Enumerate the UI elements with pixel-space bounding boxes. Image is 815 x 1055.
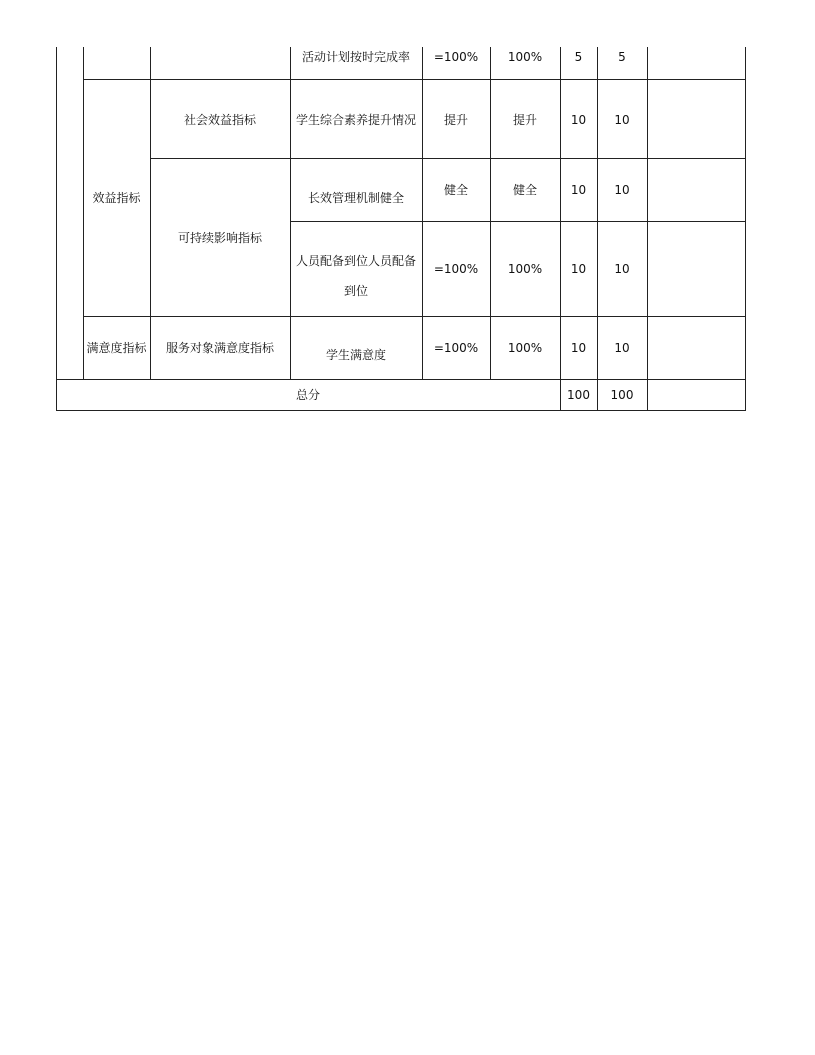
target-satisfaction: =100%: [433, 341, 479, 355]
weight-long-term-mechanism: 10: [570, 183, 587, 197]
weight-activity-plan: 5: [574, 50, 583, 64]
indicator-staffing: 人员配备到位人员配备到位: [295, 254, 416, 298]
weight-social-benefit: 10: [570, 113, 587, 127]
target-staffing: =100%: [433, 262, 479, 276]
grid-line: [490, 47, 491, 380]
grid-line: [150, 47, 151, 380]
grid-line: [56, 379, 746, 380]
actual-activity-plan: 100%: [507, 50, 543, 64]
total-score: 100: [610, 388, 634, 402]
score-staffing: 10: [614, 262, 630, 276]
score-social-benefit: 10: [614, 113, 630, 127]
grid-line: [745, 47, 746, 411]
subcategory-social-benefit: 社会效益指标: [183, 113, 256, 127]
category-benefit: 效益指标: [92, 191, 141, 205]
indicator-social-benefit: 学生综合素养提升情况: [295, 113, 416, 127]
weight-satisfaction: 10: [570, 341, 587, 355]
grid-line: [422, 47, 423, 380]
actual-social-benefit: 提升: [512, 113, 537, 127]
score-activity-plan: 5: [618, 50, 626, 64]
category-satisfaction: 满意度指标: [86, 341, 147, 355]
total-label: 总分: [295, 388, 320, 402]
indicator-long-term-mechanism: 长效管理机制健全: [307, 191, 404, 205]
indicator-activity-plan: 活动计划按时完成率: [301, 50, 410, 64]
target-activity-plan: =100%: [433, 50, 479, 64]
grid-line: [56, 410, 746, 411]
actual-staffing: 100%: [507, 262, 543, 276]
subcategory-satisfaction: 服务对象满意度指标: [165, 341, 274, 355]
grid-line: [83, 47, 84, 380]
actual-satisfaction: 100%: [507, 341, 543, 355]
grid-line: [647, 47, 648, 411]
target-social-benefit: 提升: [443, 113, 468, 127]
grid-line: [560, 47, 561, 411]
grid-line: [290, 221, 746, 222]
score-satisfaction: 10: [614, 341, 630, 355]
target-long-term-mechanism: 健全: [443, 183, 468, 197]
actual-long-term-mechanism: 健全: [512, 183, 537, 197]
grid-line: [150, 158, 746, 159]
grid-line: [56, 47, 57, 411]
weight-staffing: 10: [570, 262, 587, 276]
total-weight: 100: [567, 388, 590, 402]
grid-line: [290, 47, 291, 380]
subcategory-sustainable: 可持续影响指标: [177, 231, 262, 245]
indicator-satisfaction: 学生满意度: [325, 348, 386, 362]
score-long-term-mechanism: 10: [614, 183, 630, 197]
grid-line: [597, 47, 598, 411]
